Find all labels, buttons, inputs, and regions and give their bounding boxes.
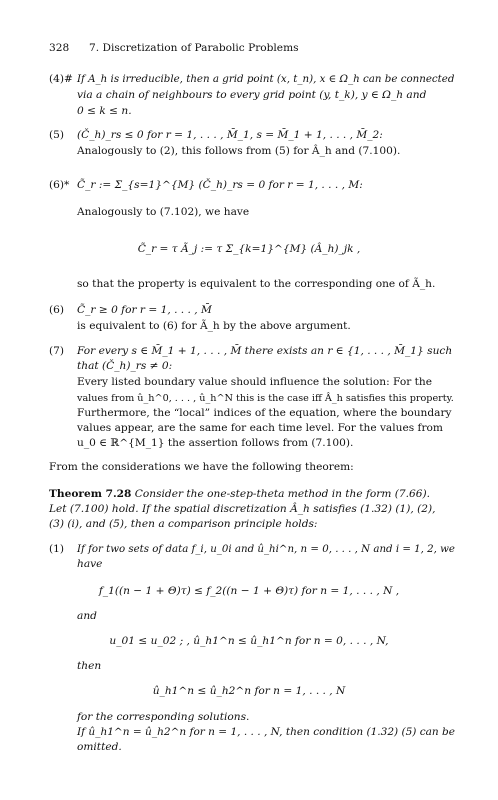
item-text-line: Every listed boundary value should influence the solution: For the <box>77 376 432 388</box>
theorem-text-line: Let (7.100) hold. If the spatial discretization Â_h satisfies (1.32) (1), (2), <box>49 503 436 515</box>
item-text-line: values from û_h^0, . . . , û_h^N this is the case iff Â_h satisfies this property. <box>77 393 454 404</box>
display-equation: C̃_r = τ Ã_j := τ Σ_{k=1}^{M} (Â_h)_jk , <box>137 243 361 255</box>
connector-word: and <box>77 610 97 622</box>
item-equation: C̃_r ≥ 0 for r = 1, . . . , M̄ <box>77 304 212 316</box>
item-text-line: (Č_h)_rs ≤ 0 for r = 1, . . . , M̄_1, s = M̄_1 + 1, . . . , M̄_2: <box>77 129 383 141</box>
theorem-label: Theorem 7.28 <box>49 488 132 500</box>
item-text-line: Furthermore, the “local” indices of the equation, where the boundary <box>77 407 452 419</box>
item-label: (7) <box>49 345 65 357</box>
item-label: (6) <box>49 304 65 316</box>
display-equation: f_1((n − 1 + Θ)τ) ≤ f_2((n − 1 + Θ)τ) for n = 1, . . . , N , <box>98 585 400 597</box>
item-text-line: that (Č_h)_rs ≠ 0: <box>77 360 173 372</box>
item-equation: C̃_r := Σ_{s=1}^{M} (Č_h)_rs = 0 for r = 1, . . . , M: <box>77 179 363 191</box>
display-equation: û_h1^n ≤ û_h2^n for n = 1, . . . , N <box>152 685 346 697</box>
item-text-line: is equivalent to (6) for Ã_h by the above argument. <box>77 320 351 332</box>
connector-word: then <box>77 660 102 672</box>
item-label: (5) <box>49 129 65 141</box>
theorem-text-line: have <box>77 558 103 570</box>
theorem-heading <box>49 487 430 502</box>
page-number: 328 <box>49 42 70 54</box>
item-text-line: values appear, are the same for each time level. For the values from <box>77 422 443 434</box>
item-text-line: For every s ∈ M̄_1 + 1, . . . , M̄ there exists an r ∈ {1, . . . , M̄_1} such <box>77 345 453 357</box>
item-label: (6)* <box>49 179 70 191</box>
theorem-text-line: Consider the one-step-theta method in the form (7.66). <box>134 488 431 500</box>
item-text-line: so that the property is equivalent to the corresponding one of Ã_h. <box>77 278 436 290</box>
chapter-title: 7. Discretization of Parabolic Problems <box>89 42 299 54</box>
item-label: (4)# <box>49 73 73 85</box>
display-equation: u_01 ≤ u_02 ; , û_h1^n ≤ û_h1^n for n = 0, . . . , N, <box>109 635 389 647</box>
item-text-line: If A_h is irreducible, then a grid point (x, t_n), x ∈ Ω_h can be connected <box>77 73 455 85</box>
item-text-line: Analogously to (7.102), we have <box>77 206 250 218</box>
theorem-text-line: If û_h1^n = û_h2^n for n = 1, . . . , N, then condition (1.32) (5) can be <box>77 726 456 738</box>
item-text-line: u_0 ∈ ℝ^{M_1} the assertion follows from (7.100). <box>77 437 354 449</box>
theorem-text-line: for the corresponding solutions. <box>77 711 250 723</box>
item-text-line: Analogously to (2), this follows from (5) for Â_h and (7.100). <box>77 145 401 157</box>
item-text-line: 0 ≤ k ≤ n. <box>77 105 132 117</box>
theorem-text-line: (3) (i), and (5), then a comparison principle holds: <box>49 518 318 530</box>
theorem-text-line: omitted. <box>77 741 122 753</box>
theorem-text-line: If for two sets of data f_i, u_0i and û_hi^n, n = 0, . . . , N and i = 1, 2, we <box>77 544 455 555</box>
item-text-line: via a chain of neighbours to every grid point (y, t_k), y ∈ Ω_h and <box>77 89 427 101</box>
transition-sentence: From the considerations we have the following theorem: <box>49 461 354 473</box>
theorem-part-label: (1) <box>49 543 65 555</box>
